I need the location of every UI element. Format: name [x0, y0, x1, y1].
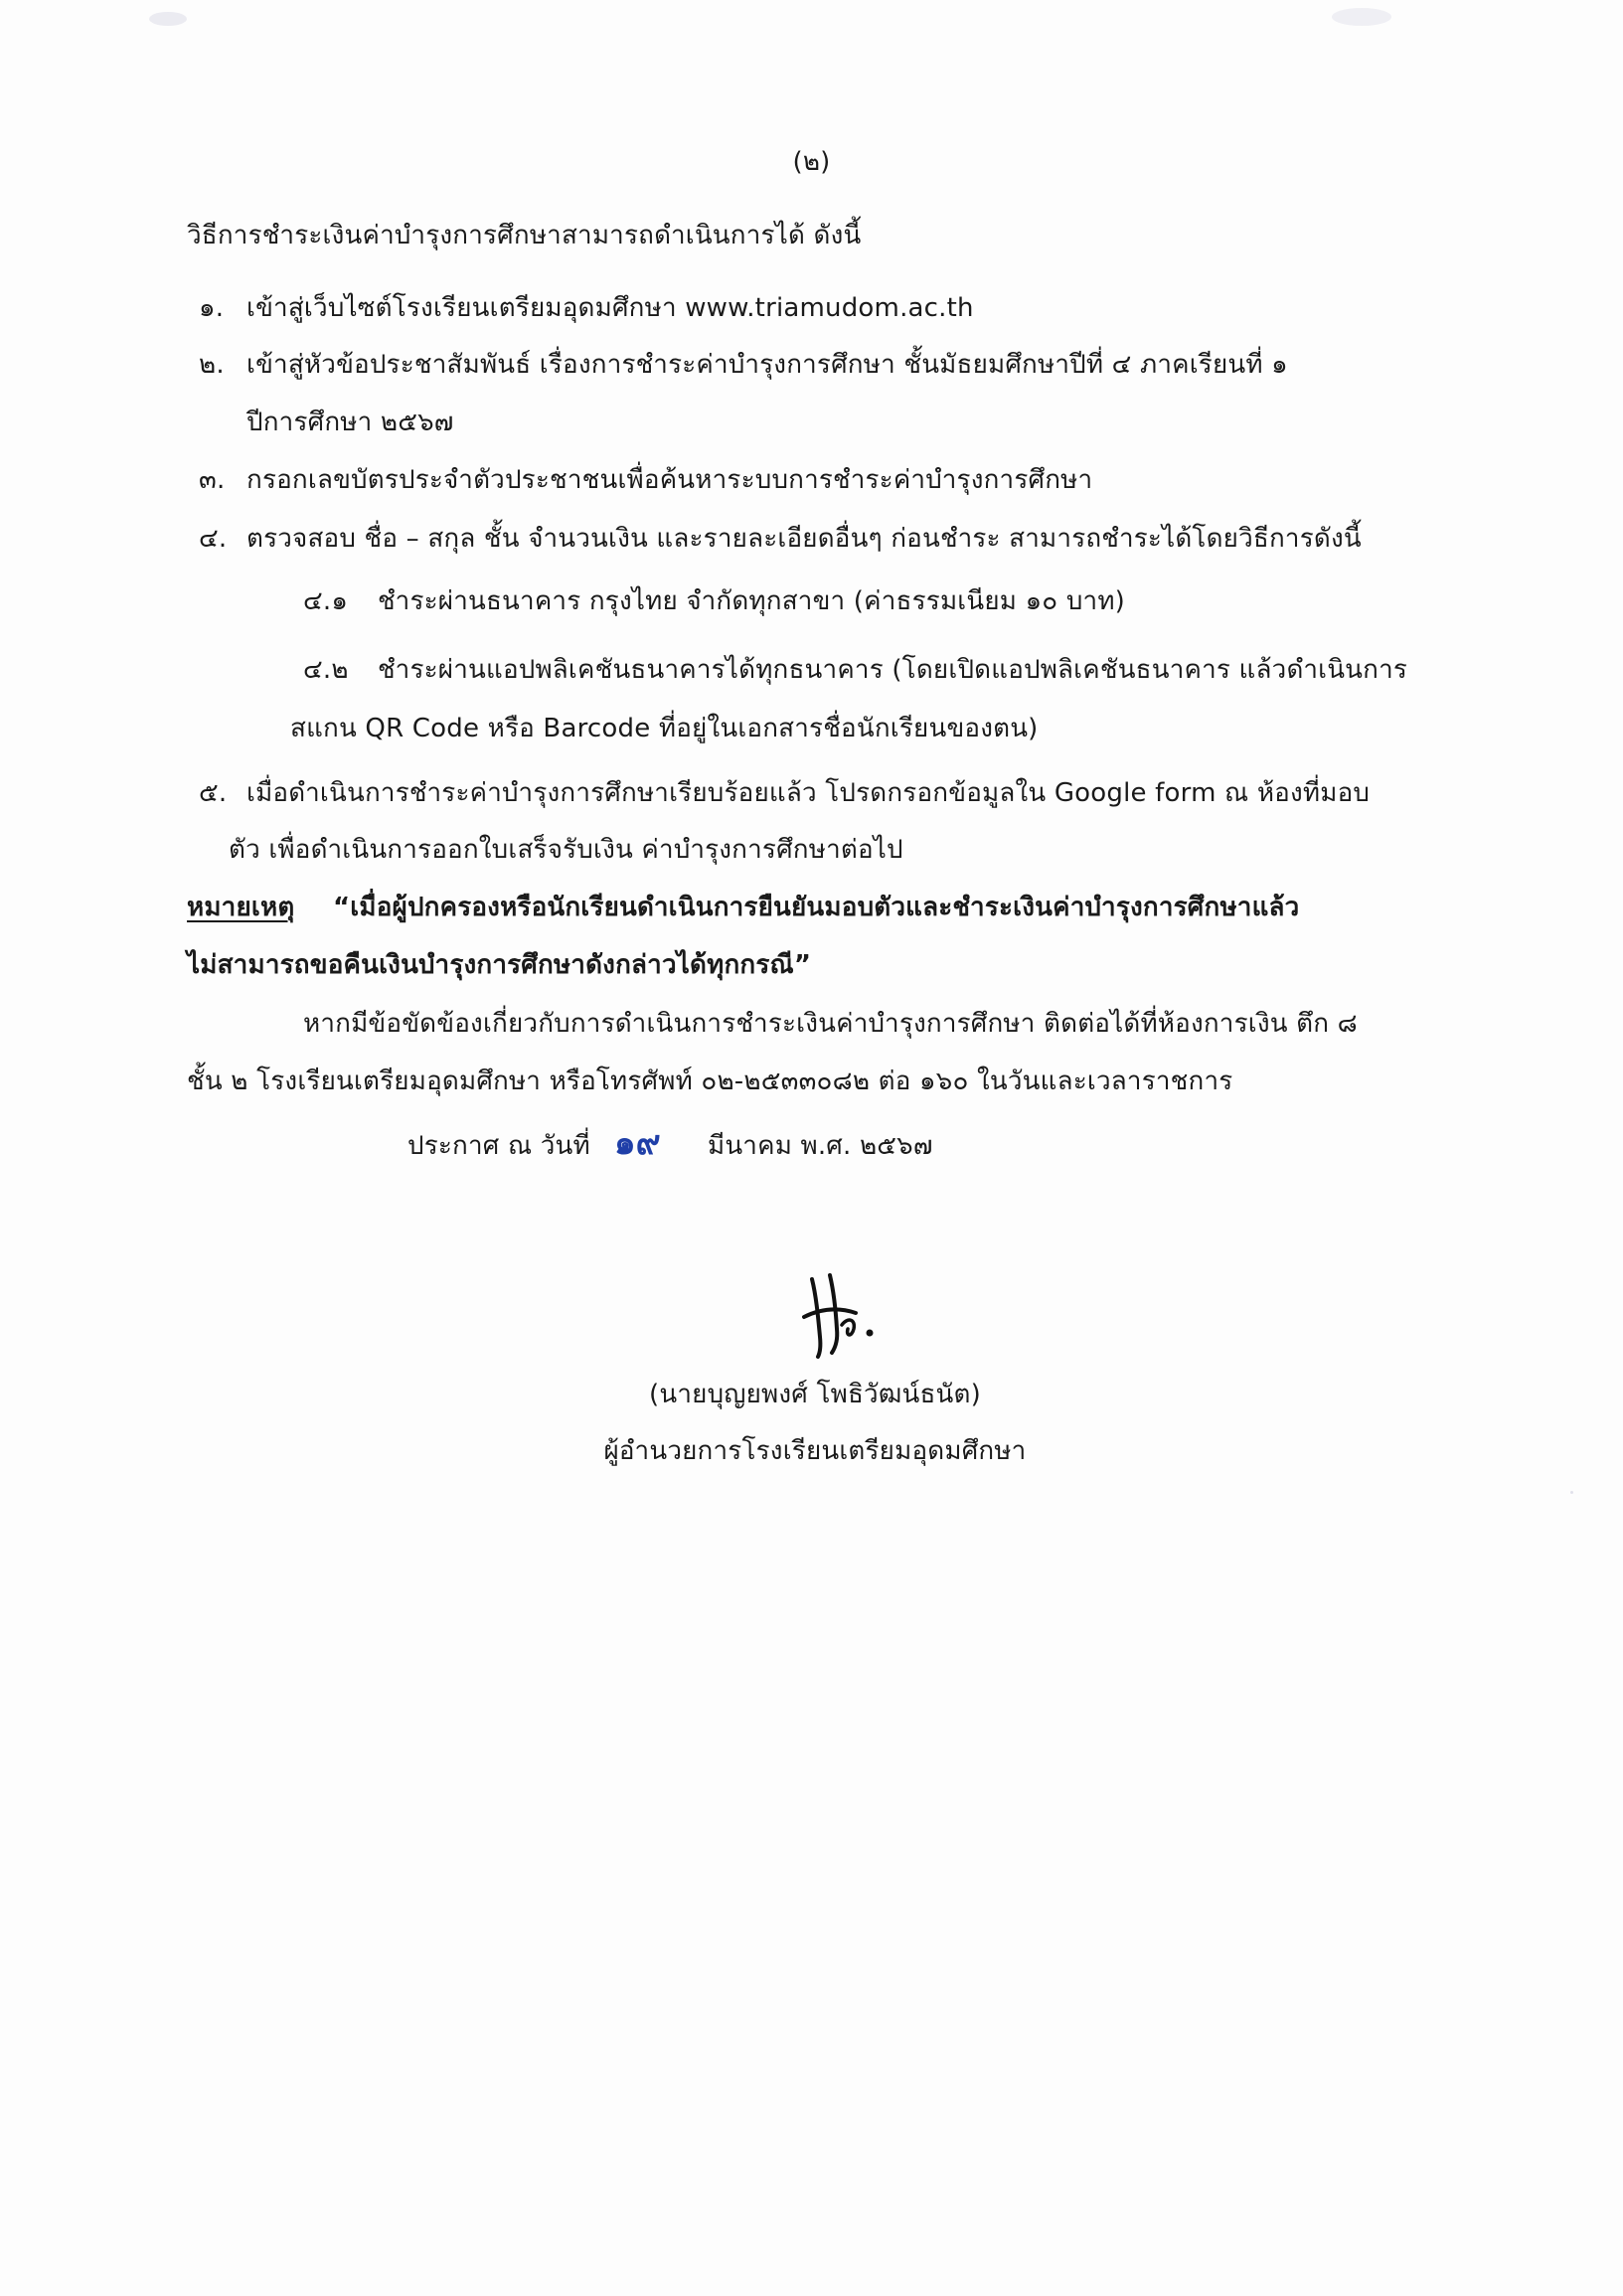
substep-text: ชำระผ่านธนาคาร กรุงไทย จำกัดทุกสาขา (ค่าธรรมเนียม ๑๐ บาท) — [378, 586, 1126, 616]
signatory-name: (นายบุญยพงศ์ โพธิวัฒน์ธนัต) — [649, 1380, 981, 1409]
signatory-title: ผู้อำนวยการโรงเรียนเตรียมอุดมศึกษา — [603, 1436, 1027, 1466]
note-text: “เมื่อผู้ปกครองหรือนักเรียนดำเนินการยืนยันมอบตัวและชำระเงินค่าบำรุงการศึกษาแล้ว — [333, 893, 1300, 922]
contact-text: หากมีข้อขัดข้องเกี่ยวกับการดำเนินการชำระเงินค่าบำรุงการศึกษา ติดต่อได้ที่ห้องการเงิน ตึก ๘ — [303, 1009, 1358, 1039]
substep-number: ๔.๒ — [303, 655, 349, 685]
page-number: (๒) — [792, 147, 831, 177]
step-text: ตรวจสอบ ชื่อ – สกุล ชั้น จำนวนเงิน และรายละเอียดอื่นๆ ก่อนชำระ สามารถชำระได้โดยวิธีการดังนี้ — [246, 524, 1362, 554]
step-number: ๑. — [199, 293, 225, 323]
step-number: ๕. — [199, 778, 228, 808]
step-text-continued: ตัว เพื่อดำเนินการออกใบเสร็จรับเงิน ค่าบำรุงการศึกษาต่อไป — [229, 835, 903, 865]
step-text: เข้าสู่หัวข้อประชาสัมพันธ์ เรื่องการชำระค่าบำรุงการศึกษา ชั้นมัธยมศึกษาปีที่ ๔ ภาคเรียนที่ ๑ — [246, 350, 1288, 380]
note-label: หมายเหตุ — [187, 893, 295, 922]
announcement-day: ๑๙ — [614, 1123, 661, 1163]
announcement-prefix: ประกาศ ณ วันที่ — [407, 1131, 590, 1161]
step-number: ๒. — [199, 350, 225, 380]
step-number: ๔. — [199, 524, 228, 554]
step-text: กรอกเลขบัตรประจำตัวประชาชนเพื่อค้นหาระบบการชำระค่าบำรุงการศึกษา — [246, 465, 1093, 495]
scan-speck — [1332, 8, 1391, 26]
substep-number: ๔.๑ — [303, 586, 349, 616]
scan-speck — [1570, 1491, 1573, 1494]
substep-text: ชำระผ่านแอปพลิเคชันธนาคารได้ทุกธนาคาร (โดยเปิดแอปพลิเคชันธนาคาร แล้วดำเนินการ — [378, 655, 1408, 685]
step-text-continued: ปีการศึกษา ๒๕๖๗ — [246, 408, 454, 437]
step-text: เข้าสู่เว็บไซต์โรงเรียนเตรียมอุดมศึกษา www.triamudom.ac.th — [246, 293, 974, 323]
substep-text-continued: สแกน QR Code หรือ Barcode ที่อยู่ในเอกสารชื่อนักเรียนของตน) — [290, 714, 1039, 743]
announcement-suffix: มีนาคม พ.ศ. ๒๕๖๗ — [708, 1131, 933, 1161]
intro-text: วิธีการชำระเงินค่าบำรุงการศึกษาสามารถดำเนินการได้ ดังนี้ — [187, 221, 862, 250]
contact-text-continued: ชั้น ๒ โรงเรียนเตรียมอุดมศึกษา หรือโทรศัพท์ ๐๒-๒๕๓๓๐๘๒ ต่อ ๑๖๐ ในวันและเวลาราชการ — [187, 1066, 1233, 1096]
scan-speck — [149, 12, 187, 26]
step-text: เมื่อดำเนินการชำระค่าบำรุงการศึกษาเรียบร้อยแล้ว โปรดกรอกข้อมูลใน Google form ณ ห้องที่มอบ — [246, 778, 1371, 808]
step-number: ๓. — [199, 465, 226, 495]
signature-image — [790, 1267, 890, 1362]
note-text-continued: ไม่สามารถขอคืนเงินบำรุงการศึกษาดังกล่าวได้ทุกกรณี” — [187, 950, 812, 980]
